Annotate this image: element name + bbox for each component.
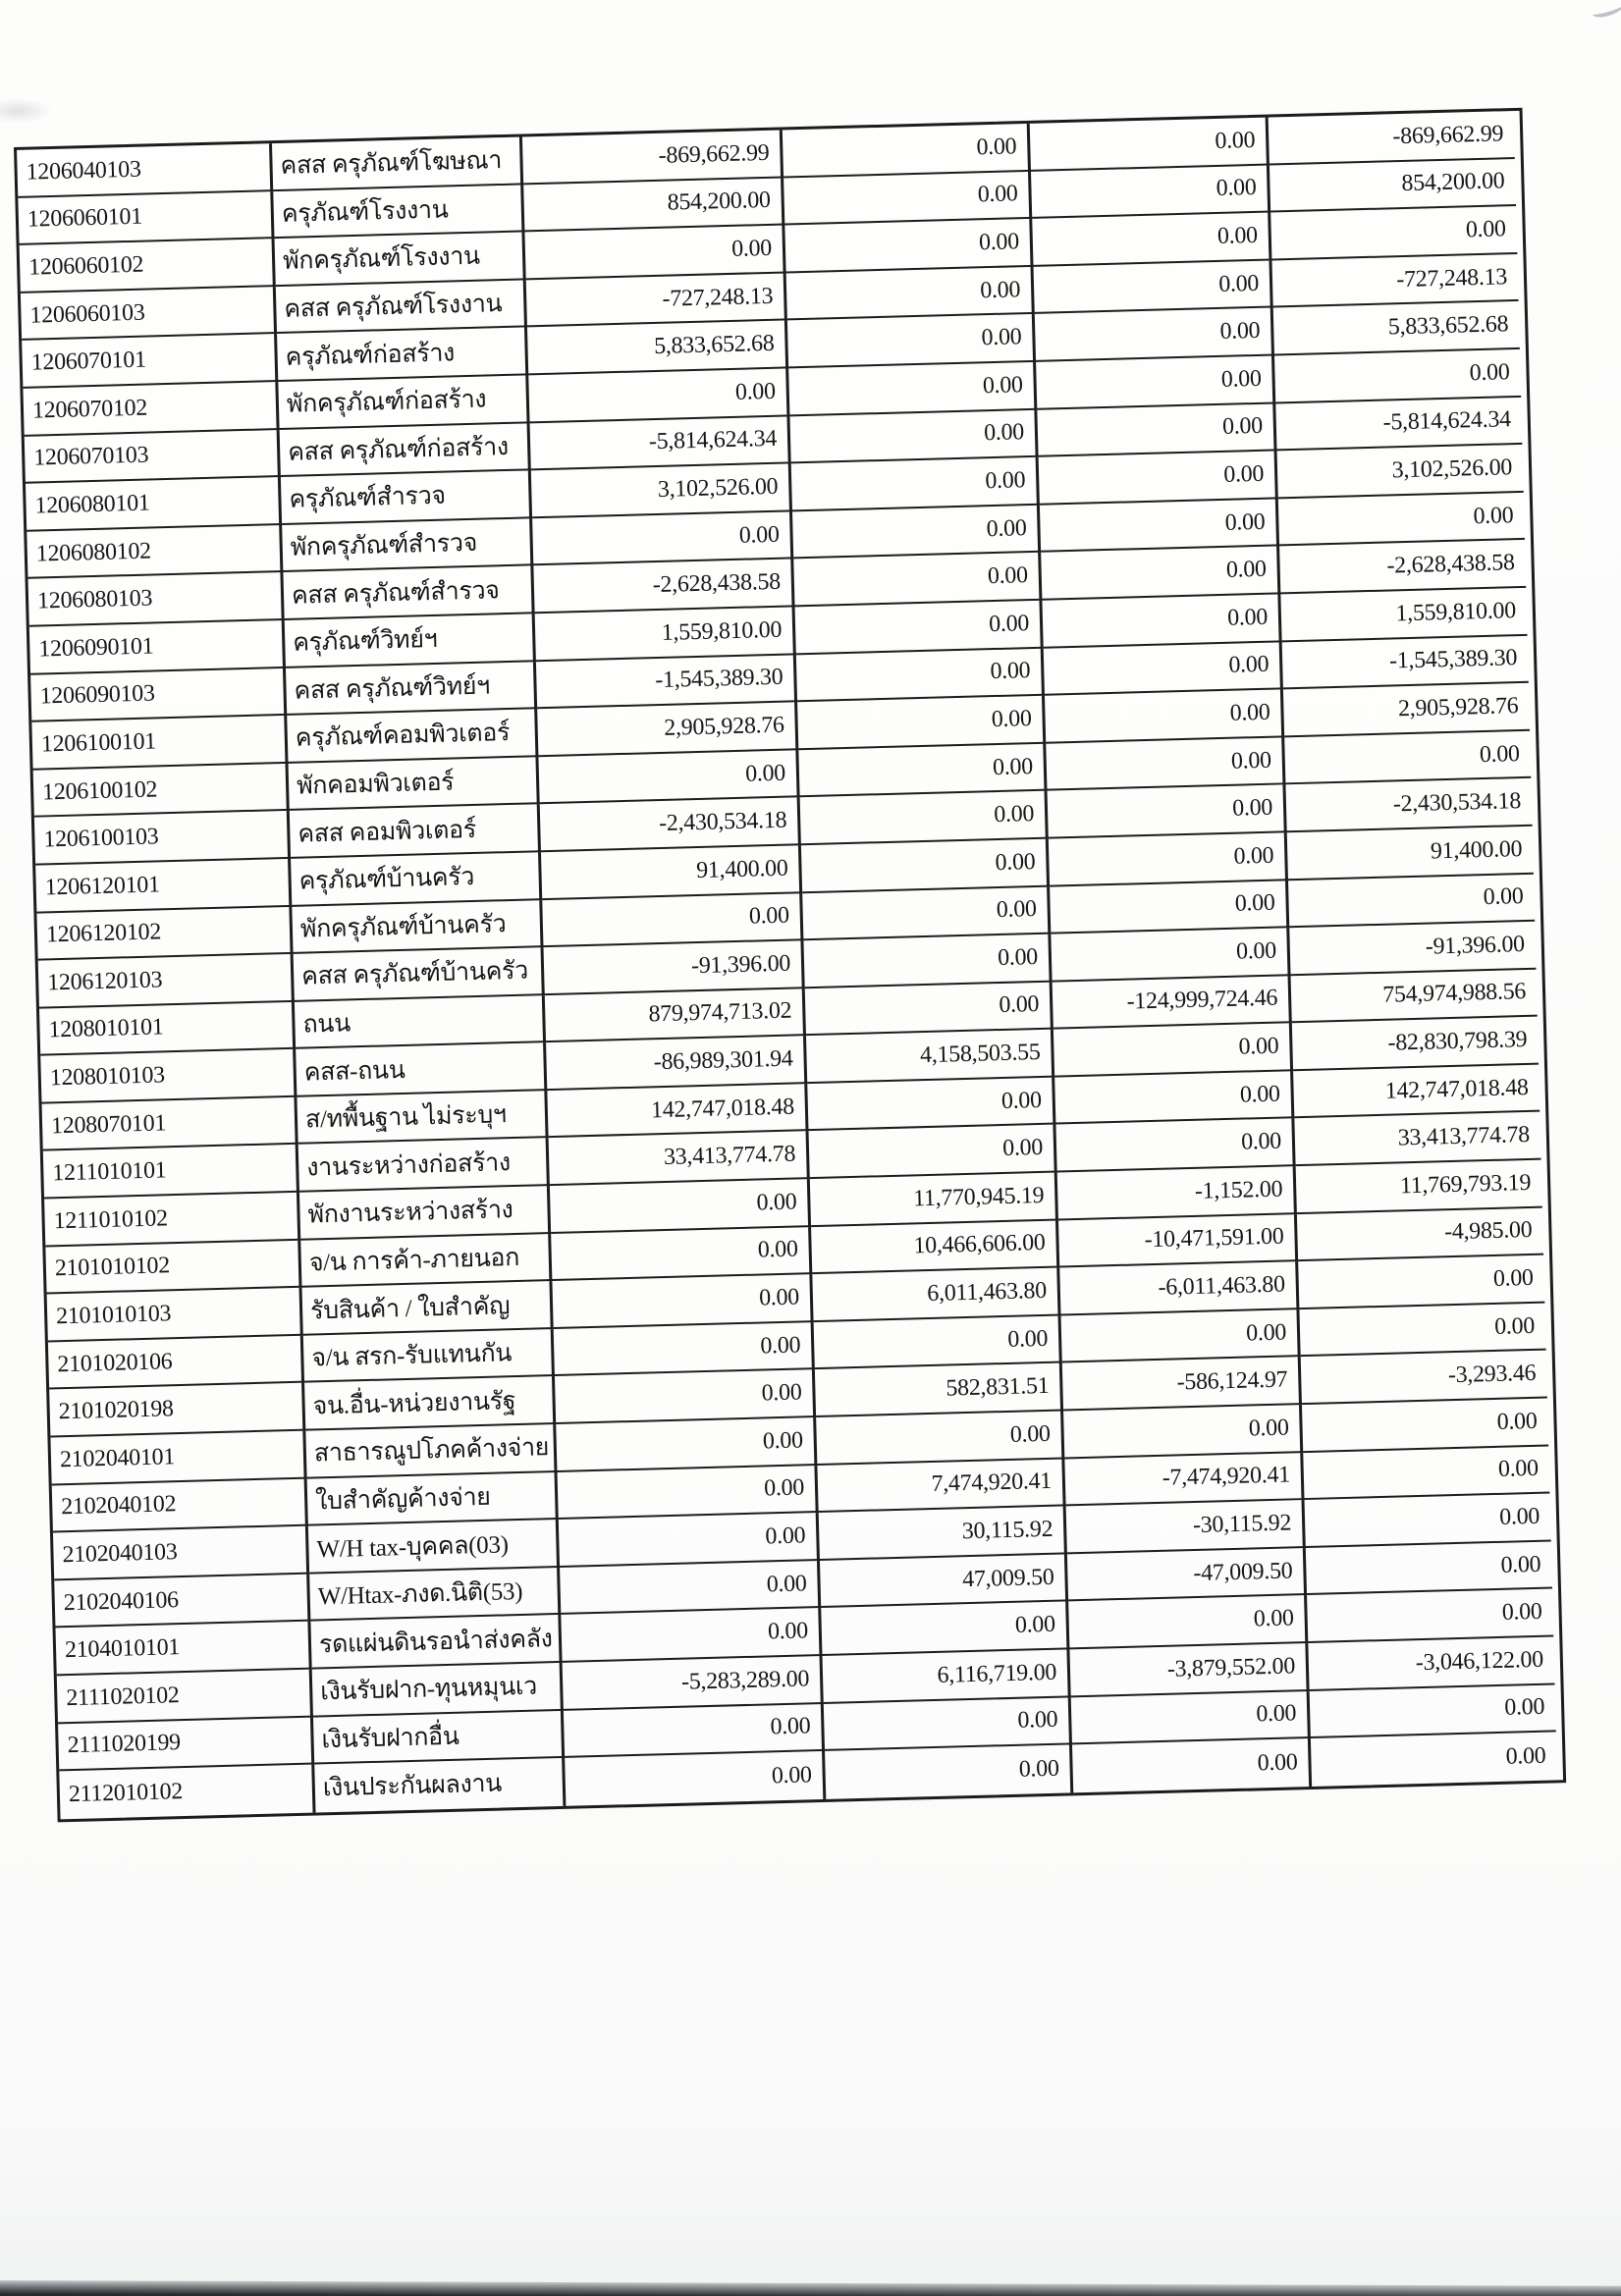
amount-col4-cell: 0.00 bbox=[1274, 349, 1521, 403]
amount-col4-cell: -2,628,438.58 bbox=[1279, 540, 1526, 594]
account-code-cell: 1206120101 bbox=[35, 859, 292, 913]
amount-col2-cell: 0.00 bbox=[809, 1125, 1057, 1179]
amount-col3-cell: 0.00 bbox=[1041, 547, 1280, 601]
amount-col1-cell: 0.00 bbox=[560, 1561, 821, 1616]
amount-col2-cell: 0.00 bbox=[792, 506, 1041, 560]
account-code-cell: 1206120103 bbox=[38, 954, 295, 1008]
account-name-cell: พักครุภัณฑ์ก่อสร้าง bbox=[278, 375, 529, 429]
account-name-cell: W/H tax-บุคคล(03) bbox=[308, 1520, 560, 1574]
amount-col4-cell: 0.00 bbox=[1307, 1589, 1553, 1643]
amount-col4-cell: -727,248.13 bbox=[1271, 254, 1518, 308]
amount-col2-cell: 6,116,719.00 bbox=[823, 1649, 1071, 1703]
account-code-cell: 2102040106 bbox=[54, 1574, 310, 1628]
amount-col4-cell: 0.00 bbox=[1310, 1684, 1556, 1738]
amount-col4-cell: -91,396.00 bbox=[1289, 922, 1536, 976]
amount-col3-cell: 0.00 bbox=[1055, 1119, 1295, 1173]
account-code-cell: 2104010101 bbox=[56, 1622, 312, 1676]
account-name-cell: รดแผ่นดินรอนำส่งคลัง bbox=[310, 1615, 562, 1669]
account-name-cell: ครุภัณฑ์บ้านครัว bbox=[291, 852, 542, 906]
account-name-cell: งานระหว่างก่อสร้าง bbox=[298, 1139, 550, 1193]
amount-col1-cell: 0.00 bbox=[551, 1227, 812, 1282]
account-code-cell: 1206100103 bbox=[34, 811, 291, 865]
account-name-cell: จน.อื่น-หน่วยงานรัฐ bbox=[304, 1376, 556, 1430]
amount-col3-cell: 0.00 bbox=[1072, 1738, 1312, 1792]
account-code-cell: 1208010103 bbox=[40, 1049, 297, 1103]
amount-col4-cell: 5,833,652.68 bbox=[1273, 301, 1520, 355]
account-name-cell: พักครุภัณฑ์โรงงาน bbox=[275, 233, 526, 287]
amount-col2-cell: 0.00 bbox=[807, 1077, 1055, 1131]
pen-mark-artifact bbox=[1591, 0, 1621, 20]
account-name-cell: คสส คอมพิวเตอร์ bbox=[290, 805, 541, 859]
amount-col1-cell: 0.00 bbox=[564, 1704, 825, 1759]
account-name-cell: รับสินค้า / ใบสำคัญ bbox=[302, 1281, 554, 1335]
amount-col3-cell: 0.00 bbox=[1030, 118, 1270, 172]
account-name-cell: คสส ครุภัณฑ์โฆษณา bbox=[272, 136, 523, 190]
account-code-cell: 2111020102 bbox=[57, 1670, 313, 1724]
amount-col1-cell: 5,833,652.68 bbox=[527, 321, 788, 376]
amount-col1-cell: 0.00 bbox=[565, 1751, 826, 1806]
account-code-cell: 1206070103 bbox=[25, 430, 281, 484]
amount-col2-cell: 0.00 bbox=[798, 743, 1047, 797]
account-code-cell: 1206080102 bbox=[27, 525, 283, 579]
amount-col3-cell: 0.00 bbox=[1048, 785, 1287, 839]
account-name-cell: เงินรับฝากอื่น bbox=[313, 1710, 565, 1764]
account-code-cell: 1211010101 bbox=[43, 1145, 299, 1199]
account-name-cell: จ/น สรก-รับแทนกัน bbox=[303, 1329, 555, 1383]
amount-col2-cell: 7,474,920.41 bbox=[817, 1459, 1065, 1513]
amount-col3-cell: 0.00 bbox=[1068, 1595, 1308, 1649]
account-code-cell: 2111020199 bbox=[58, 1717, 314, 1771]
amount-col3-cell: -1,152.00 bbox=[1057, 1166, 1297, 1220]
account-name-cell: พักงานระหว่างสร้าง bbox=[299, 1186, 551, 1240]
account-name-cell: คสส ครุภัณฑ์โรงงาน bbox=[276, 280, 527, 334]
account-name-cell: เงินรับฝาก-ทุนหมุนเว bbox=[312, 1663, 564, 1717]
amount-col2-cell: 30,115.92 bbox=[819, 1507, 1067, 1561]
amount-col4-cell: 0.00 bbox=[1302, 1399, 1548, 1453]
amount-col2-cell: 0.00 bbox=[787, 314, 1036, 368]
amount-col2-cell: 0.00 bbox=[801, 839, 1050, 893]
amount-col4-cell: 0.00 bbox=[1298, 1255, 1544, 1309]
amount-col2-cell: 11,770,945.19 bbox=[810, 1173, 1058, 1227]
account-code-cell: 2102040103 bbox=[53, 1526, 309, 1580]
amount-col2-cell: 0.00 bbox=[800, 791, 1049, 845]
account-code-cell: 1206090103 bbox=[30, 667, 287, 721]
amount-col2-cell: 0.00 bbox=[786, 267, 1035, 321]
amount-col4-cell: -1,545,389.30 bbox=[1282, 635, 1529, 689]
amount-col1-cell: -869,662.99 bbox=[522, 131, 783, 186]
amount-col1-cell: -91,396.00 bbox=[544, 940, 805, 995]
amount-col1-cell: 3,102,526.00 bbox=[531, 464, 792, 519]
account-code-cell: 1206100102 bbox=[33, 764, 290, 818]
account-code-cell: 1206060101 bbox=[18, 191, 274, 245]
amount-col2-cell: 0.00 bbox=[805, 982, 1054, 1036]
scanner-edge-shadow bbox=[0, 2280, 1621, 2296]
amount-col4-cell: -5,814,624.34 bbox=[1275, 397, 1522, 451]
amount-col3-cell: 0.00 bbox=[1036, 355, 1275, 409]
amount-col4-cell: 0.00 bbox=[1288, 874, 1535, 928]
amount-col3-cell: 0.00 bbox=[1040, 499, 1279, 553]
amount-col1-cell: 142,747,018.48 bbox=[547, 1084, 808, 1139]
amount-col4-cell: 11,769,793.19 bbox=[1296, 1160, 1542, 1214]
amount-col2-cell: 0.00 bbox=[783, 171, 1032, 225]
amount-col1-cell: -86,989,301.94 bbox=[546, 1036, 807, 1091]
amount-col2-cell: 0.00 bbox=[789, 409, 1038, 463]
account-code-cell: 1206070102 bbox=[23, 382, 279, 436]
amount-col3-cell: 0.00 bbox=[1050, 881, 1289, 934]
account-code-cell: 1206100101 bbox=[31, 716, 288, 770]
amount-col2-cell: 0.00 bbox=[825, 1745, 1073, 1799]
amount-col3-cell: 0.00 bbox=[1061, 1309, 1301, 1363]
amount-col1-cell: 0.00 bbox=[550, 1179, 811, 1234]
amount-col1-cell: 0.00 bbox=[538, 750, 799, 805]
account-code-cell: 2112010102 bbox=[59, 1765, 315, 1819]
amount-col3-cell: 0.00 bbox=[1035, 308, 1274, 362]
account-name-cell: จ/น การค้า-ภายนอก bbox=[300, 1234, 552, 1288]
amount-col1-cell: -5,283,289.00 bbox=[563, 1656, 824, 1711]
amount-col1-cell: 0.00 bbox=[559, 1513, 820, 1568]
amount-col4-cell: 0.00 bbox=[1305, 1494, 1551, 1548]
amount-col3-cell: 0.00 bbox=[1034, 260, 1273, 314]
account-code-cell: 1206070101 bbox=[22, 334, 278, 388]
amount-col3-cell: 0.00 bbox=[1071, 1691, 1311, 1745]
amount-col3-cell: -7,474,920.41 bbox=[1064, 1453, 1304, 1507]
amount-col3-cell: -6,011,463.80 bbox=[1059, 1261, 1299, 1315]
amount-col3-cell: 0.00 bbox=[1049, 832, 1288, 886]
amount-col2-cell: 0.00 bbox=[796, 648, 1045, 702]
account-code-cell: 1206060102 bbox=[20, 239, 276, 293]
amount-col2-cell: 0.00 bbox=[788, 362, 1037, 416]
account-code-cell: 2101020106 bbox=[48, 1336, 304, 1390]
amount-col3-cell: -30,115.92 bbox=[1066, 1500, 1306, 1554]
account-name-cell: ส/ทพื้นฐาน ไม่ระบุฯ bbox=[297, 1091, 548, 1145]
amount-col2-cell: 0.00 bbox=[816, 1411, 1064, 1465]
amount-col2-cell: 0.00 bbox=[791, 457, 1040, 511]
account-code-cell: 1206060103 bbox=[21, 287, 277, 341]
amount-col1-cell: 0.00 bbox=[552, 1274, 813, 1329]
amount-col4-cell: 0.00 bbox=[1299, 1303, 1545, 1357]
amount-col4-cell: -82,830,798.39 bbox=[1292, 1017, 1539, 1071]
amount-col4-cell: -2,430,534.18 bbox=[1285, 778, 1532, 832]
scan-smudge-artifact bbox=[0, 98, 53, 124]
amount-col1-cell: 0.00 bbox=[554, 1322, 815, 1377]
account-code-cell: 1208010101 bbox=[39, 1002, 296, 1056]
amount-col2-cell: 0.00 bbox=[797, 696, 1046, 750]
account-code-cell: 1206080101 bbox=[26, 477, 282, 531]
amount-col3-cell: 0.00 bbox=[1042, 594, 1281, 648]
account-name-cell: สาธารณูปโภคค้างจ่าย bbox=[305, 1424, 557, 1478]
amount-col1-cell: 0.00 bbox=[558, 1466, 819, 1521]
amount-col3-cell: -3,879,552.00 bbox=[1069, 1643, 1309, 1697]
amount-col2-cell: 0.00 bbox=[821, 1602, 1069, 1656]
account-name-cell: W/Htax-ภงด.นิติ(53) bbox=[309, 1568, 561, 1622]
amount-col1-cell: 0.00 bbox=[561, 1608, 822, 1663]
amount-col4-cell: 0.00 bbox=[1505, 1742, 1546, 1770]
amount-col1-cell: -2,628,438.58 bbox=[533, 560, 794, 614]
account-name-cell: คสส ครุภัณฑ์สำรวจ bbox=[283, 566, 534, 620]
amount-col1-cell: 0.00 bbox=[532, 511, 793, 566]
amount-col3-cell: 0.00 bbox=[1037, 403, 1276, 457]
account-name-cell: ถนน bbox=[295, 995, 546, 1049]
account-name-cell: เงินประกันผลงาน bbox=[314, 1758, 566, 1812]
amount-col4-cell: 0.00 bbox=[1303, 1446, 1549, 1500]
amount-col4-cell: -869,662.99 bbox=[1269, 111, 1515, 165]
amount-col1-cell: -727,248.13 bbox=[526, 273, 787, 328]
account-code-cell: 2102040102 bbox=[52, 1478, 308, 1532]
amount-col1-cell: 91,400.00 bbox=[541, 845, 802, 900]
amount-col1-cell: -1,545,389.30 bbox=[536, 655, 797, 710]
amount-col2-cell: 0.00 bbox=[793, 553, 1042, 607]
account-name-cell: ครุภัณฑ์สำรวจ bbox=[281, 470, 532, 524]
amount-col4-cell: 142,747,018.48 bbox=[1293, 1065, 1540, 1119]
amount-col2-cell: 0.00 bbox=[803, 934, 1052, 988]
amount-col3-cell: -47,009.50 bbox=[1067, 1548, 1307, 1602]
amount-col4-cell: 1,559,810.00 bbox=[1280, 588, 1527, 642]
amount-col3-cell: 0.00 bbox=[1063, 1405, 1303, 1459]
account-name-cell: ครุภัณฑ์ก่อสร้าง bbox=[277, 328, 528, 382]
amount-col1-cell: 0.00 bbox=[555, 1370, 816, 1425]
amount-col2-cell: 10,466,606.00 bbox=[811, 1220, 1059, 1274]
amount-col1-cell: 0.00 bbox=[556, 1417, 817, 1472]
amount-col4-cell: 0.00 bbox=[1278, 493, 1525, 547]
amount-col3-cell: 0.00 bbox=[1044, 642, 1283, 696]
account-name-cell: พักครุภัณฑ์บ้านครัว bbox=[292, 900, 543, 954]
amount-col4-cell: 2,905,928.76 bbox=[1283, 683, 1530, 737]
amount-col2-cell: 47,009.50 bbox=[820, 1554, 1068, 1608]
amount-col3-cell: 0.00 bbox=[1054, 1071, 1294, 1125]
account-code-cell: 2101010102 bbox=[45, 1240, 301, 1294]
amount-col2-cell: 0.00 bbox=[802, 886, 1051, 940]
amount-col2-cell: 0.00 bbox=[795, 601, 1044, 655]
amount-col3-cell: 0.00 bbox=[1045, 689, 1284, 743]
amount-col2-cell: 0.00 bbox=[824, 1697, 1072, 1751]
amount-col1-cell: 0.00 bbox=[528, 368, 789, 423]
amount-col1-cell: 0.00 bbox=[542, 893, 803, 948]
amount-col1-cell: 854,200.00 bbox=[523, 178, 784, 233]
amount-col1-cell: 1,559,810.00 bbox=[535, 607, 796, 662]
amount-col1-cell: -2,430,534.18 bbox=[540, 798, 801, 853]
amount-col3-cell: 0.00 bbox=[1054, 1024, 1293, 1078]
amount-col2-cell: 0.00 bbox=[784, 219, 1033, 273]
amount-col1-cell: 33,413,774.78 bbox=[549, 1132, 810, 1187]
amount-col4-cell: 0.00 bbox=[1270, 206, 1517, 260]
account-name-cell: ใบสำคัญค้างจ่าย bbox=[307, 1472, 559, 1526]
amount-col4-cell: -3,046,122.00 bbox=[1308, 1636, 1554, 1690]
amount-col4-cell: 0.00 bbox=[1284, 731, 1531, 785]
account-code-cell: 2101020198 bbox=[49, 1383, 305, 1437]
account-name-cell: พักครุภัณฑ์สำรวจ bbox=[282, 518, 533, 572]
amount-col3-cell: 0.00 bbox=[1031, 165, 1270, 219]
amount-col3-cell: 0.00 bbox=[1032, 213, 1271, 267]
account-name-cell: พักคอมพิวเตอร์ bbox=[289, 757, 540, 811]
account-table bbox=[14, 108, 1566, 1822]
account-code-cell: 2101010103 bbox=[47, 1288, 303, 1342]
amount-col3-cell: 0.00 bbox=[1051, 928, 1290, 982]
account-name-cell: คสส-ถนน bbox=[296, 1042, 547, 1096]
account-name-cell: คสส ครุภัณฑ์ก่อสร้าง bbox=[280, 423, 531, 477]
amount-col2-cell: 6,011,463.80 bbox=[812, 1268, 1060, 1322]
account-name-cell: คสส ครุภัณฑ์วิทย์ฯ bbox=[286, 662, 537, 716]
amount-col2-cell: 0.00 bbox=[783, 124, 1031, 178]
amount-col3-cell: 0.00 bbox=[1046, 737, 1285, 791]
amount-col1-cell: -5,814,624.34 bbox=[530, 416, 791, 471]
amount-col4-cell: -4,985.00 bbox=[1297, 1207, 1543, 1261]
account-code-cell: 2102040101 bbox=[50, 1431, 306, 1485]
amount-col4-cell: 91,400.00 bbox=[1287, 827, 1534, 881]
amount-col1-cell: 879,974,713.02 bbox=[545, 988, 806, 1043]
amount-col4-cell: 0.00 bbox=[1306, 1541, 1552, 1595]
amount-col4-cell: -3,293.46 bbox=[1301, 1351, 1547, 1405]
account-code-cell: 1206080103 bbox=[28, 572, 285, 626]
account-name-cell: คสส ครุภัณฑ์บ้านครัว bbox=[294, 947, 545, 1001]
amount-col2-cell: 0.00 bbox=[814, 1315, 1062, 1369]
account-code-cell: 1208070101 bbox=[42, 1097, 298, 1151]
amount-col1-cell: 2,905,928.76 bbox=[537, 702, 798, 757]
account-code-cell: 1206120102 bbox=[36, 906, 293, 960]
amount-col3-cell: 0.00 bbox=[1039, 452, 1278, 506]
account-name-cell: ครุภัณฑ์วิทย์ฯ bbox=[285, 614, 536, 667]
account-name-cell: ครุภัณฑ์คอมพิวเตอร์ bbox=[287, 709, 538, 763]
amount-col4-cell: 3,102,526.00 bbox=[1277, 445, 1524, 499]
account-code-cell: 1206040103 bbox=[17, 143, 273, 197]
amount-col4-cell: 854,200.00 bbox=[1270, 159, 1516, 213]
amount-col3-cell: -586,124.97 bbox=[1062, 1358, 1302, 1412]
account-code-cell: 1211010102 bbox=[44, 1193, 300, 1247]
account-name-cell: ครุภัณฑ์โรงงาน bbox=[273, 185, 524, 239]
account-code-cell: 1206090101 bbox=[29, 620, 286, 674]
amount-col3-cell: -124,999,724.46 bbox=[1053, 976, 1292, 1030]
amount-col1-cell: 0.00 bbox=[524, 226, 785, 281]
amount-col2-cell: 4,158,503.55 bbox=[806, 1030, 1054, 1084]
amount-col4-cell: 754,974,988.56 bbox=[1291, 969, 1538, 1023]
amount-col4-cell: 33,413,774.78 bbox=[1294, 1112, 1540, 1166]
amount-col2-cell: 582,831.51 bbox=[815, 1363, 1063, 1417]
amount-col3-cell: -10,471,591.00 bbox=[1058, 1214, 1298, 1268]
